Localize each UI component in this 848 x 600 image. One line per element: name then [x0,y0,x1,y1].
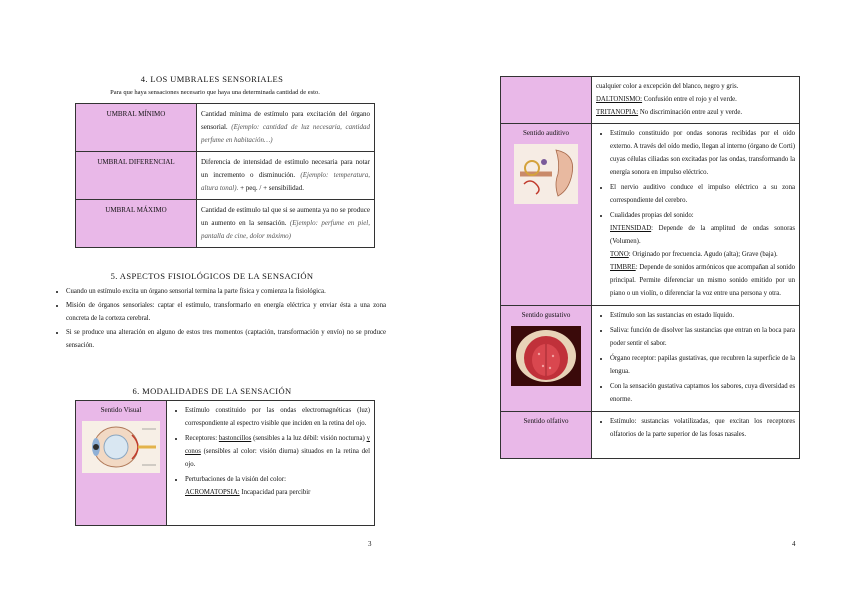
sentido-visual-cell [76,401,167,526]
ear-diagram-image [514,144,578,204]
sentido-gustativo-cell [501,306,592,412]
sentido-gustativo-list [596,309,795,406]
sentido-olfativo-list [596,415,795,441]
modalidades-table-cont [500,76,800,459]
table-row [76,104,375,152]
sentido-olfativo-label: Sentido olfativo [523,417,569,425]
table-row [76,200,375,248]
sentido-visual-desc [167,401,375,526]
timbre-term: TIMBRE [610,264,636,271]
tritanopia-term: TRITANOPIA: [596,109,639,116]
bastoncillos-desc: (sensibles a la luz débil: visión nocturna) [251,435,367,442]
intensidad-def: : Depende de la amplitud de ondas sonoras (Volumen). [610,225,795,245]
timbre-line [610,261,795,300]
umbral-diferencial-extra: + peq. / + sensibilidad. [238,184,304,192]
list-item: • Estímulo son las sustancias en estado líquido. [610,309,795,322]
tongue-diagram-image [511,326,581,386]
sentido-auditivo-desc [592,124,800,306]
list-item: • Misión de órganos sensoriales: captar el estímulo, transformarlo en energía eléctrica y enviar ésta a una zona concreta de la corteza cerebral. [66,299,386,325]
intensidad-term: INTENSIDAD [610,225,652,232]
list-item: • Cuando un estímulo excita un órgano sensorial termina la parte física y comienza la fisiológica. [66,285,386,298]
cualidades-lead: Cualidades propias del sonido: [610,212,694,219]
section-4-title: 4. LOS UMBRALES SENSORIALES [140,74,284,84]
list-item [610,209,795,300]
intensidad-line [610,222,795,248]
list-item: • Con la sensación gustativa captamos los sabores, cuya diversidad es enorme. [610,380,795,406]
tono-line [610,248,795,261]
tritanopia-line [596,106,795,119]
table-row [501,124,800,306]
perturbaciones-lead: Perturbaciones de la visión del color: [185,476,286,483]
list-item: • Si se produce una alteración en alguno de estos tres momentos (captación, transformación y envío) no se produce sensación. [66,326,386,352]
right-page [424,0,848,600]
bastoncillos-term: bastoncillos [218,435,252,442]
eye-diagram-image [82,421,160,473]
tono-def: : Originado por frecuencia. Agudo (alta); Grave (baja). [628,251,778,258]
section-5-title: 5. ASPECTOS FISIOLÓGICOS DE LA SENSACIÓN [110,271,314,281]
sentido-olfativo-desc [592,412,800,459]
sentido-gustativo-desc [592,306,800,412]
section-6-title: 6. MODALIDADES DE LA SENSACIÓN [132,386,292,396]
list-item: • Estímulo: sustancias volatilizadas, que excitan los receptores olfatorios de la parte superior de las fosas nasales. [610,415,795,441]
sentido-auditivo-cell [501,124,592,306]
acromatopsia-def: Incapacidad para percibir [239,489,311,496]
acromatopsia-cont: cualquier color a excepción del blanco, negro y gris. [596,83,739,90]
list-item: • Estímulo constituido por ondas sonoras recibidas por el oído externo. A través del oído medio, llegan al interno (órgano de Corti) cuyas células ciliadas son excitadas por las ondas, transformando la energía sonora en impulso eléctrico. [610,127,795,179]
umbral-maximo-text: Cantidad de estímulo tal que si se aumenta ya no se produce un aumento en la sensación. [201,206,370,227]
tono-term: TONO [610,251,629,258]
sentido-auditivo-list [596,127,795,300]
page-number: 4 [792,540,796,548]
umbral-minimo-label: UMBRAL MÍNIMO [76,104,197,152]
umbrales-table [75,103,375,248]
conos-desc: (sensibles al color: visión diurna) situados en la retina del ojo. [185,448,370,468]
daltonismo-def: Confusión entre el rojo y el verde. [642,96,737,103]
table-row [501,412,800,459]
list-item [185,473,370,499]
sentido-visual-list [171,404,370,499]
daltonismo-term: DALTONISMO: [596,96,643,103]
sentido-visual-label: Sentido Visual [100,406,142,414]
umbral-diferencial-desc [197,152,375,200]
section-5-list [52,285,386,353]
umbral-minimo-example: (Ejemplo: cantidad de luz necesaria, cantidad perfume en habitación…) [201,123,370,144]
list-item: • Saliva: función de disolver las sustancias que entran en la boca para poder sentir el sabor. [610,324,795,350]
modalidades-table [75,400,375,526]
daltonismo-line [596,93,795,106]
continuation-desc [592,77,800,124]
sentido-auditivo-label: Sentido auditivo [522,129,570,137]
table-row [76,401,375,526]
umbral-diferencial-example: (Ejemplo: temperatura, altura tonal). [201,171,370,192]
umbral-maximo-label: UMBRAL MÁXIMO [76,200,197,248]
table-row [501,306,800,412]
conos-term: y conos [185,435,370,455]
umbral-maximo-desc [197,200,375,248]
umbral-diferencial-label: UMBRAL DIFERENCIAL [76,152,197,200]
list-item: • Órgano receptor: papilas gustativas, que recubren la superficie de la lengua. [610,352,795,378]
tritanopia-def: No discriminación entre azul y verde. [638,109,743,116]
sentido-gustativo-label: Sentido gustativo [521,311,571,319]
umbral-minimo-text: Cantidad mínima de estímulo para excitación del órgano sensorial. [201,110,370,131]
table-row [501,77,800,124]
acromatopsia-term: ACROMATOPSIA: [185,489,240,496]
continuation-cell [501,77,592,124]
page-number: 3 [368,540,372,548]
umbral-diferencial-text: Diferencia de intensidad de estímulo necesaria para notar un incremento o disminución. [201,158,370,179]
receptores-lead: Receptores: [185,435,219,442]
list-item [185,432,370,471]
sentido-olfativo-cell [501,412,592,459]
list-item: • El nervio auditivo conduce el impulso eléctrico a su zona correspondiente del cerebro. [610,181,795,207]
umbral-maximo-example: (Ejemplo: perfume en piel, pantalla de cine, dolor máximo) [201,219,370,240]
timbre-def: : Depende de sonidos armónicos que acompañan al sonido principal. Permite diferenciar un mismo sonido emitido por un piano o un violín, o diferenciar la voz entre una persona y otra. [610,264,795,297]
table-row [76,152,375,200]
section-4-intro: Para que haya sensaciones necesario que haya una determinada cantidad de esto. [110,89,320,96]
umbral-minimo-desc [197,104,375,152]
list-item: • Estímulo constituido por las ondas electromagnéticas (luz) correspondiente al espectro visible que inciden en la retina del ojo. [185,404,370,430]
